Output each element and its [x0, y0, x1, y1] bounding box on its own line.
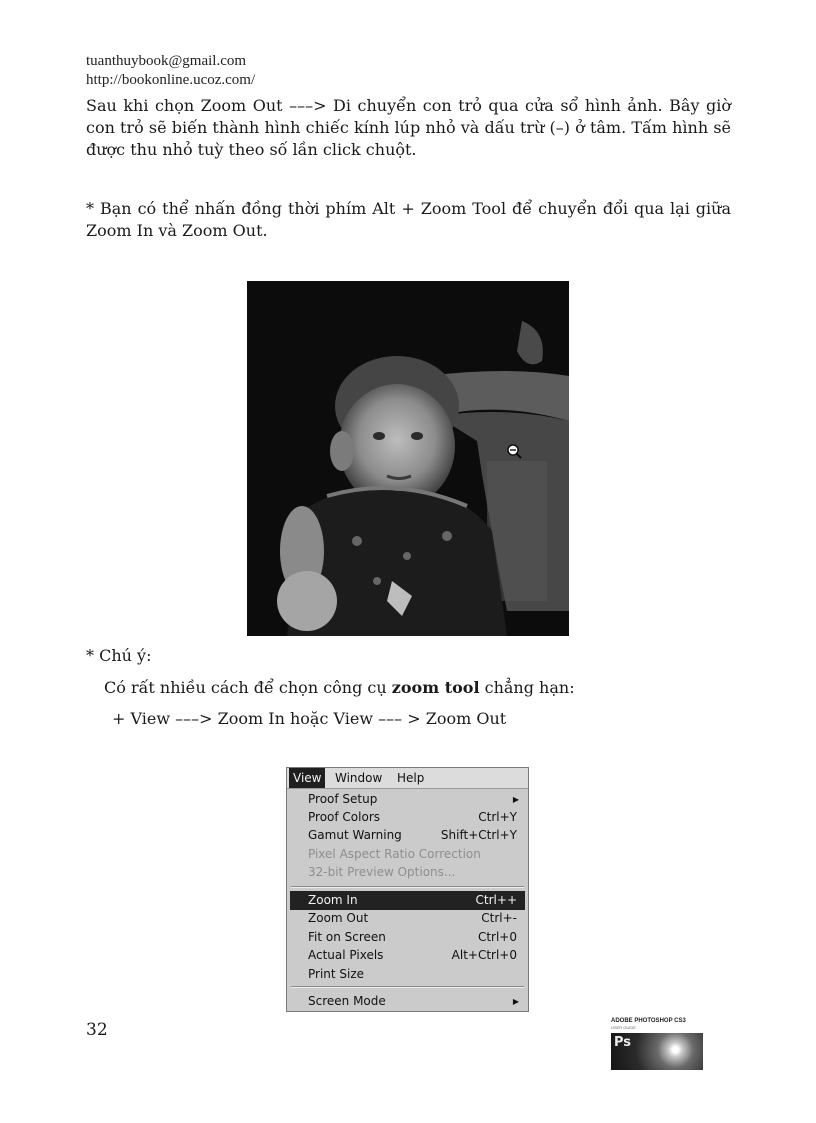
page-number: 32	[86, 1020, 108, 1040]
zoom-tool-term: zoom tool	[391, 678, 480, 697]
menu-item-zoom-out[interactable]	[290, 909, 525, 928]
header-email: tuanthuybook@gmail.com	[86, 53, 247, 69]
paragraph-alt-tip: * Bạn có thể nhấn đồng thời phím Alt + Zoom Tool để chuyển đổi qua lại giữa Zoom In và Zoom Out.	[86, 199, 731, 240]
view-menu-screenshot	[286, 767, 529, 1012]
menu-item-label: Zoom Out	[308, 911, 369, 925]
menu-item-shortcut: Ctrl+0	[477, 930, 517, 944]
menu-item-actual-pixels[interactable]	[290, 946, 525, 965]
menu-separator	[291, 886, 524, 888]
menu-item-label: Proof Setup	[308, 792, 378, 806]
paragraph-zoom-out: Sau khi chọn Zoom Out –––> Di chuyển con trỏ qua cửa sổ hình ảnh. Bây giờ con trỏ sẽ biến thành hình chiếc kính lúp nhỏ và dấu trừ (–) ở tâm. Tấm hình sẽ được thu nhỏ tuỳ theo số lần click chuột.	[86, 96, 731, 159]
menu-item-label: Screen Mode	[308, 994, 386, 1008]
menu-item-label: Gamut Warning	[308, 828, 402, 842]
menu-item-pixel-aspect	[290, 845, 525, 864]
menu-item-label: Pixel Aspect Ratio Correction	[308, 847, 481, 861]
menu-help[interactable]: Help	[397, 771, 425, 785]
menu-item-fit-on-screen[interactable]	[290, 928, 525, 947]
menu-item-32bit-preview	[290, 863, 525, 882]
menu-item-shortcut: Shift+Ctrl+Y	[440, 828, 517, 842]
menu-view[interactable]: View	[289, 768, 325, 788]
submenu-arrow-icon: ▶	[512, 795, 519, 804]
submenu-arrow-icon: ▶	[512, 997, 519, 1006]
note-line-1	[104, 677, 724, 699]
baby-photo-image	[247, 281, 569, 636]
photoshop-logo-icon: Ps	[614, 1035, 632, 1050]
menu-item-shortcut: Alt+Ctrl+0	[451, 948, 517, 962]
menu-item-label: Zoom In	[308, 893, 358, 907]
badge-subtitle: USER GUIDE	[611, 1025, 636, 1030]
menu-item-zoom-in[interactable]	[290, 891, 525, 910]
menu-item-shortcut: Ctrl+Y	[478, 810, 517, 824]
menu-bar	[287, 768, 528, 789]
menu-item-proof-colors[interactable]	[290, 808, 525, 827]
menu-item-print-size[interactable]	[290, 965, 525, 984]
badge-image	[611, 1033, 703, 1070]
menu-item-shortcut: Ctrl+-	[481, 911, 517, 925]
note-line-1-tail: chẳng hạn:	[479, 678, 575, 697]
menu-item-proof-setup[interactable]	[290, 790, 525, 809]
menu-item-label: Actual Pixels	[308, 948, 384, 962]
menu-item-label: Proof Colors	[308, 810, 380, 824]
menu-item-gamut-warning[interactable]	[290, 826, 525, 845]
badge-title: ADOBE PHOTOSHOP CS3	[611, 1018, 686, 1024]
baby-photo	[247, 281, 569, 636]
note-line-1-text: Có rất nhiều cách để chọn công cụ	[104, 678, 392, 697]
header-website: http://bookonline.ucoz.com/	[86, 72, 256, 88]
menu-item-label: Print Size	[308, 967, 365, 981]
photoshop-cs3-badge	[611, 1018, 703, 1070]
menu-item-shortcut: Ctrl++	[475, 893, 517, 907]
menu-window[interactable]: Window	[335, 771, 383, 785]
note-heading: * Chú ý:	[86, 646, 152, 665]
menu-item-screen-mode[interactable]	[290, 992, 525, 1011]
menu-item-label: Fit on Screen	[308, 930, 386, 944]
note-line-2: + View –––> Zoom In hoặc View ––– > Zoom Out	[112, 709, 507, 728]
menu-separator	[291, 986, 524, 988]
menu-item-label: 32-bit Preview Options...	[308, 865, 456, 879]
